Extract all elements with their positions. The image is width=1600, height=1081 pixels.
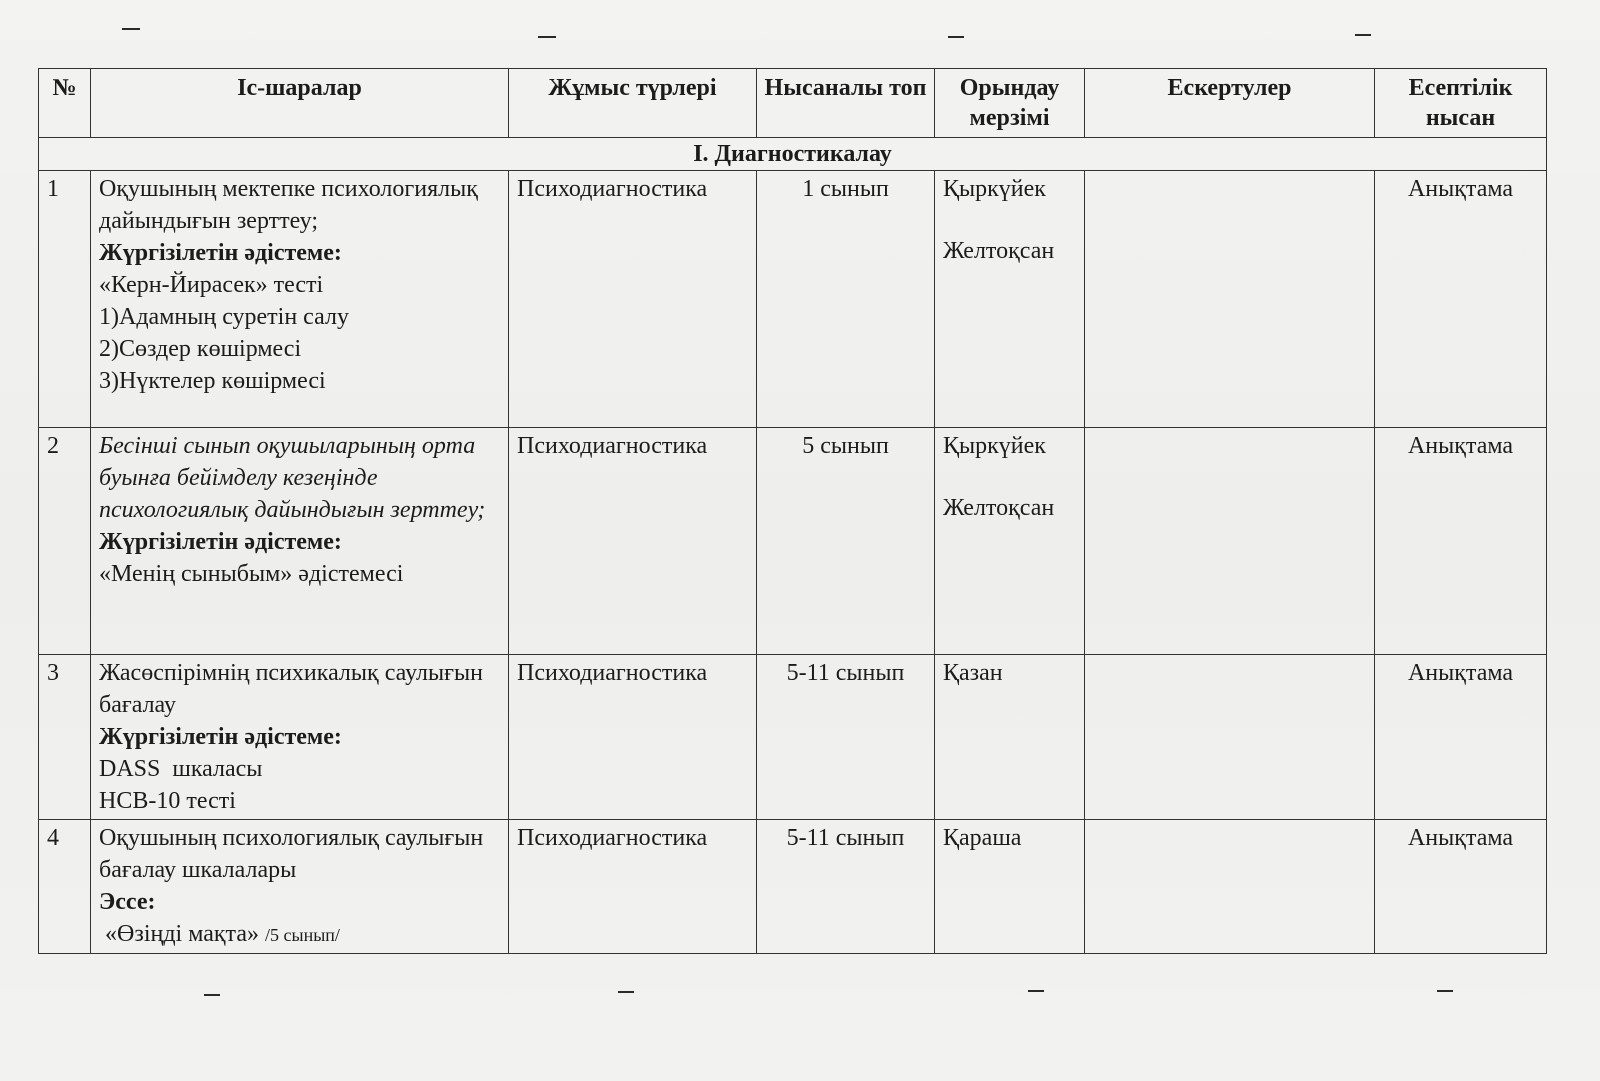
activity-cell (91, 820, 509, 954)
work-type-cell: Психодиагностика (509, 171, 757, 428)
method-line (99, 918, 500, 951)
table-row (39, 820, 1547, 954)
margin-mark (948, 36, 964, 38)
target-group-cell: 5 сынып (757, 428, 935, 655)
activity-cell (91, 655, 509, 820)
header-notes: Ескертулер (1085, 69, 1375, 138)
deadline-cell: Қараша (935, 820, 1085, 954)
margin-mark (1028, 990, 1044, 992)
notes-cell (1085, 820, 1375, 954)
activity-title: Жасөспірімнің психикалық саулығын бағалау (99, 660, 483, 718)
margin-mark (204, 994, 220, 996)
deadline-cell (935, 428, 1085, 655)
row-number: 1 (39, 171, 91, 428)
method-label: Жүргізілетін әдістеме: (99, 240, 342, 266)
deadline-start: Қыркүйек (943, 433, 1046, 459)
deadline-cell: Қазан (935, 655, 1085, 820)
target-group-cell: 5-11 сынып (757, 655, 935, 820)
table-row (39, 655, 1547, 820)
notes-cell (1085, 171, 1375, 428)
margin-mark (618, 991, 634, 993)
margin-mark (538, 36, 556, 38)
row-number: 2 (39, 428, 91, 655)
method-note: /5 сынып/ (264, 925, 340, 945)
notes-cell (1085, 428, 1375, 655)
row-number: 4 (39, 820, 91, 954)
report-form-cell: Анықтама (1375, 428, 1547, 655)
activity-title: Оқушының психологиялық саулығын бағалау шкалалары (99, 825, 484, 883)
spacer (943, 205, 1076, 235)
header-deadline: Орындау мерзімі (935, 69, 1085, 138)
method-line: «Керн-Йирасек» тесті (99, 272, 324, 298)
deadline-end: Желтоқсан (943, 495, 1055, 521)
deadline-start: Қыркүйек (943, 176, 1046, 202)
header-activities: Іс-шаралар (91, 69, 509, 138)
method-main: «Өзіңді мақта» (105, 921, 259, 947)
header-row (39, 69, 1547, 138)
method-line: HCB-10 тесті (99, 788, 236, 814)
method-line: 2)Сөздер көшірмесі (99, 336, 302, 362)
margin-mark (1437, 990, 1453, 992)
notes-cell (1085, 655, 1375, 820)
method-line: DASS шкаласы (99, 756, 263, 782)
activity-title: Бесінші сынып оқушыларының орта буынға бейімделу кезеңінде психологиялық дайындығын зерттеу; (99, 433, 486, 523)
work-type-cell: Психодиагностика (509, 655, 757, 820)
method-line: 3)Нүктелер көшірмесі (99, 368, 326, 394)
work-type-cell: Психодиагностика (509, 820, 757, 954)
deadline-end: Желтоқсан (943, 238, 1055, 264)
target-group-cell: 1 сынып (757, 171, 935, 428)
method-line: «Менің сыныбым» әдістемесі (99, 561, 404, 587)
header-work-types: Жұмыс түрлері (509, 69, 757, 138)
table-row (39, 428, 1547, 655)
report-form-cell: Анықтама (1375, 820, 1547, 954)
method-line: 1)Адамның суретін салу (99, 304, 349, 330)
row-number: 3 (39, 655, 91, 820)
report-form-cell: Анықтама (1375, 655, 1547, 820)
work-plan-table (38, 68, 1547, 954)
method-label: Эссе: (99, 889, 156, 915)
table-row (39, 171, 1547, 428)
margin-mark (1355, 34, 1371, 36)
header-report-form: Есептілік нысан (1375, 69, 1547, 138)
work-type-cell: Психодиагностика (509, 428, 757, 655)
deadline-cell (935, 171, 1085, 428)
method-label: Жүргізілетін әдістеме: (99, 529, 342, 555)
target-group-cell: 5-11 сынып (757, 820, 935, 954)
margin-mark (122, 28, 140, 30)
report-form-cell: Анықтама (1375, 171, 1547, 428)
spacer (943, 462, 1076, 492)
section-title: І. Диагностикалау (39, 138, 1547, 171)
section-row (39, 138, 1547, 171)
activity-cell (91, 428, 509, 655)
method-label: Жүргізілетін әдістеме: (99, 724, 342, 750)
activity-title: Оқушының мектепке психологиялық дайындығын зерттеу; (99, 176, 478, 234)
header-num: № (39, 69, 91, 138)
header-target-group: Нысаналы топ (757, 69, 935, 138)
activity-cell (91, 171, 509, 428)
